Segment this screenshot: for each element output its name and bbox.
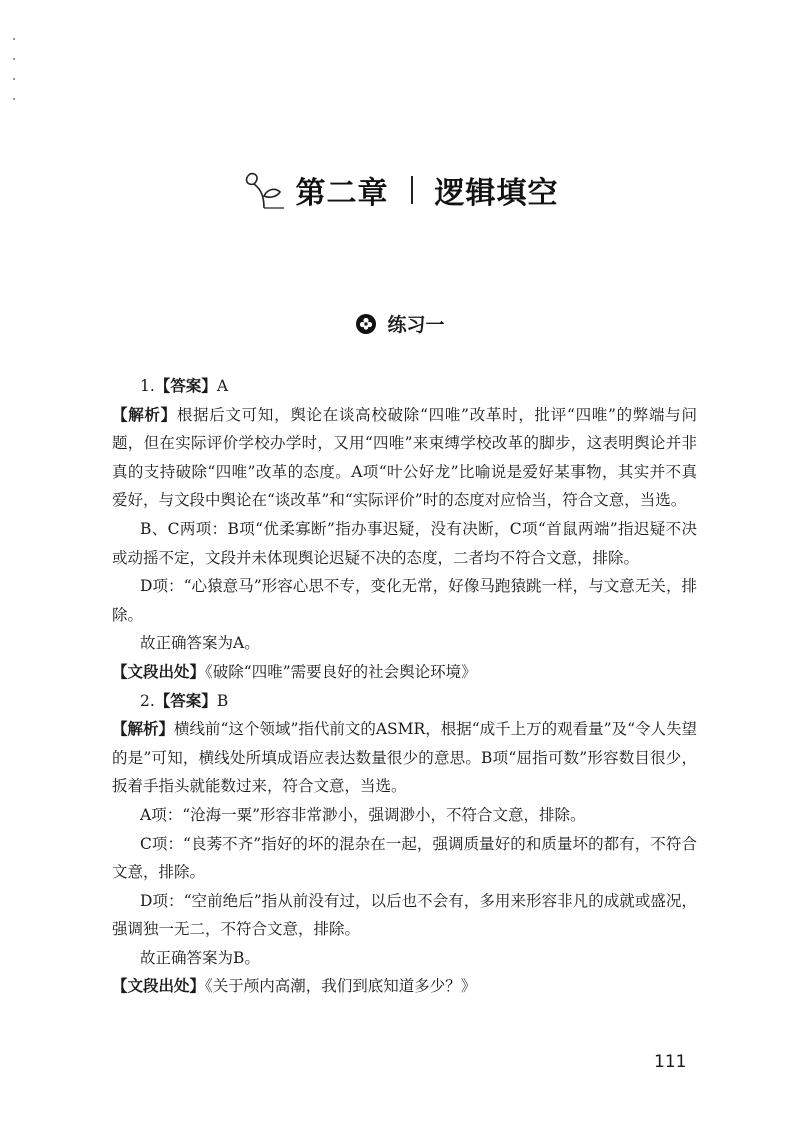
section-heading — [0, 310, 800, 337]
page-number: 111 — [654, 1052, 687, 1072]
q1-conclusion: 故正确答案为A。 — [140, 634, 260, 653]
q2-conclusion: 故正确答案为B。 — [140, 948, 260, 967]
margin-dots — [13, 38, 17, 118]
q2-option-a: A项：“沧海一粟”形容非常渺小，强调渺小，不符合文意，排除。 — [140, 805, 586, 824]
q1-option-d: D项：“心猿意马”形容心思不专，变化无常，好像马跑猿跳一样，与文意无关，排除。 — [112, 577, 697, 624]
q1-answer: A — [216, 377, 229, 395]
q2-option-d: D项：“空前绝后”指从前没有过，以后也不会有，多用来形容非凡的成就或盛况，强调独一无二，不符合文意，排除。 — [112, 891, 697, 939]
analysis-tag: 【解析】 — [112, 405, 177, 424]
q1-answer-line: 1.【答案】A — [140, 377, 229, 395]
analysis-tag: 【解析】 — [112, 720, 175, 739]
sprout-icon — [242, 170, 286, 210]
flower-badge-icon — [355, 313, 377, 335]
chapter-heading — [0, 168, 800, 212]
source-tag: 【文段出处】 — [112, 977, 206, 996]
q2-source: 【文段出处】《关于颅内高潮，我们到底知道多少？》 — [112, 977, 477, 996]
answer-tag: 【答案】 — [154, 377, 217, 395]
q2-analysis: 【解析】横线前“这个领域”指代前文的ASMR，根据“成千上万的观看量”及“令人失望的是”可知，横线处所填成语应表达数量很少的意思。B项“屈指可数”形容数目很少，扳着手指头就能数过来，符合文意，当选。 — [112, 720, 697, 796]
chapter-label: 第二章 — [295, 176, 389, 211]
answer-content — [112, 372, 697, 1001]
chapter-separator — [411, 176, 413, 204]
source-tag: 【文段出处】 — [112, 662, 206, 681]
chapter-topic: 逻辑填空 — [434, 176, 559, 211]
q2-answer: B — [216, 691, 229, 710]
section-title: 练习一 — [387, 314, 445, 336]
q1-source: 【文段出处】《破除“四唯”需要良好的社会舆论环境》 — [112, 662, 477, 681]
q1-option-bc: B、C两项：B项“优柔寡断”指办事迟疑，没有决断，C项“首鼠两端”指迟疑不决或动摇不定，文段并未体现舆论迟疑不决的态度，二者均不符合文意，排除。 — [112, 519, 697, 567]
q2-option-c: C项：“良莠不齐”指好的坏的混杂在一起，强调质量好的和质量坏的都有，不符合文意，排除。 — [112, 834, 697, 882]
q2-answer-line: 2.【答案】B — [140, 691, 229, 710]
answer-tag: 【答案】 — [154, 691, 217, 710]
q1-analysis: 【解析】根据后文可知，舆论在谈高校破除“四唯”改革时，批评“四唯”的弊端与问题，但在实际评价学校办学时，又用“四唯”来束缚学校改革的脚步，这表明舆论并非真的支持破除“四唯”改革的态度。A项“叶公好龙”比喻说是爱好某事物，其实并不真爱好，与文段中舆论在“谈改革”和“实际评价”时的态度对应恰当，符合文意，当选。 — [112, 405, 697, 510]
